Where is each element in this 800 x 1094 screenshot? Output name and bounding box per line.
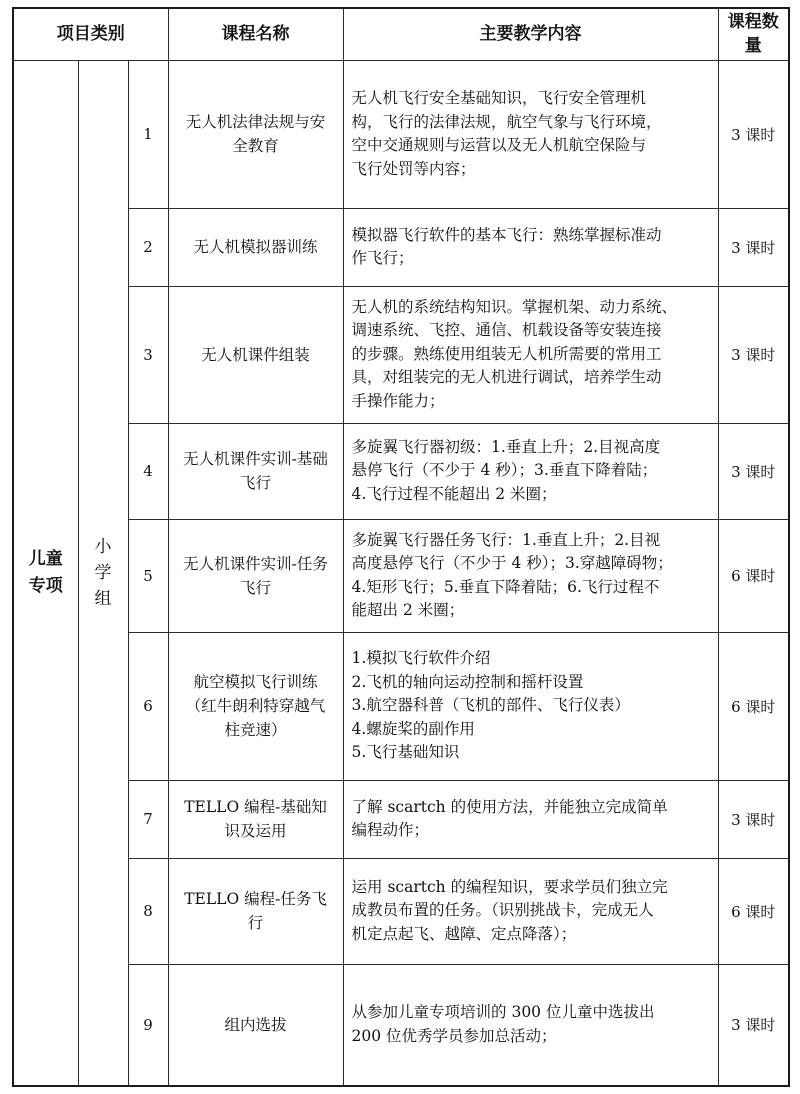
row-number: 4 <box>128 423 168 519</box>
content-line: 作飞行； <box>351 249 414 267</box>
content-line: 手操作能力； <box>351 391 445 410</box>
header-course-name: 课程名称 <box>168 8 343 60</box>
content-line: 机定点起飞、越障、定点降落）； <box>351 924 577 943</box>
content-line: 高度悬停飞行（不少于 4 秒）；3.穿越障碍物； <box>351 554 673 572</box>
subgroup-label-char: 组 <box>94 588 112 609</box>
subgroup-label-char: 小 <box>94 536 112 557</box>
row-number: 5 <box>128 519 168 632</box>
course-content <box>343 208 718 286</box>
category-cell <box>13 60 78 1086</box>
header-content: 主要教学内容 <box>343 8 718 60</box>
content-line: 无人机的系统结构知识。掌握机架、动力系统、 <box>351 297 678 316</box>
table-row <box>13 208 789 286</box>
content-line: 运用 scartch 的编程知识，要求学员们独立完 <box>351 877 668 896</box>
course-content <box>343 858 718 964</box>
content-line: 无人机飞行安全基础知识，飞行安全管理机 <box>351 89 647 107</box>
content-line: 空中交通规则与运营以及无人机航空保险与 <box>351 136 647 154</box>
row-number: 9 <box>128 964 168 1086</box>
header-row <box>13 8 789 60</box>
course-name: 无人机课件实训-基础飞行 <box>168 423 343 519</box>
course-count: 6 课时 <box>718 632 789 780</box>
course-content <box>343 286 718 423</box>
content-line: 4.飞行过程不能超出 2 米圈； <box>351 484 557 503</box>
row-number: 6 <box>128 632 168 780</box>
category-label: 儿童 <box>28 548 63 569</box>
content-line: 能超出 2 米圈； <box>351 601 465 619</box>
course-content <box>343 519 718 632</box>
header-count: 课程数量 <box>718 8 789 60</box>
course-count: 6 课时 <box>718 519 789 632</box>
table-row <box>13 519 789 632</box>
content-line: 4.矩形飞行；5.垂直下降着陆；6.飞行过程不 <box>351 577 660 596</box>
row-number: 8 <box>128 858 168 964</box>
table-row <box>13 60 789 208</box>
table-body <box>13 60 789 1086</box>
content-line: 飞行处罚等内容； <box>351 159 476 178</box>
course-name: 无人机课件实训-任务飞行 <box>168 519 343 632</box>
content-line: 200 位优秀学员参加总活动； <box>351 1026 557 1045</box>
course-count: 3 课时 <box>718 964 789 1086</box>
content-line: 5.飞行基础知识 <box>351 743 460 762</box>
curriculum-table <box>12 7 790 1087</box>
row-number: 1 <box>128 60 168 208</box>
content-line: 多旋翼飞行器任务飞行：1.垂直上升；2.目视 <box>351 530 661 549</box>
table-row <box>13 286 789 423</box>
course-count: 3 课时 <box>718 208 789 286</box>
content-line: 2.飞机的轴向运动控制和摇杆设置 <box>351 672 584 691</box>
content-line: 构，飞行的法律法规，航空气象与飞行环境， <box>351 112 662 131</box>
content-line: 了解 scartch 的使用方法，并能独立完成简单 <box>351 797 668 816</box>
course-name: TELLO 编程-基础知识及运用 <box>168 780 343 858</box>
course-count: 6 课时 <box>718 858 789 964</box>
content-line: 成教员布置的任务。（识别挑战卡，完成无人 <box>351 901 654 920</box>
table-row <box>13 964 789 1086</box>
content-line: 编程动作； <box>351 821 430 839</box>
course-content <box>343 964 718 1086</box>
content-line: 模拟器飞行软件的基本飞行：熟练掌握标准动 <box>351 225 662 244</box>
content-line: 1.模拟飞行软件介绍 <box>351 649 491 668</box>
content-line: 从参加儿童专项培训的 300 位儿童中选拔出 <box>351 1003 655 1022</box>
header-category: 项目类别 <box>13 8 168 60</box>
table-row <box>13 632 789 780</box>
course-name: 无人机模拟器训练 <box>168 208 343 286</box>
subgroup-cell <box>78 60 128 1086</box>
category-label: 专项 <box>28 575 63 596</box>
table-row <box>13 858 789 964</box>
content-line: 悬停飞行（不少于 4 秒）；3.垂直下降着陆； <box>351 461 658 480</box>
row-number: 3 <box>128 286 168 423</box>
course-count: 3 课时 <box>718 60 789 208</box>
content-line: 4.螺旋桨的副作用 <box>351 719 475 738</box>
subgroup-label-char: 学 <box>94 562 112 583</box>
course-count: 3 课时 <box>718 286 789 423</box>
content-line: 调速系统、飞控、通信、机载设备等安装连接 <box>351 321 662 340</box>
course-name: 无人机法律法规与安全教育 <box>168 60 343 208</box>
course-count: 3 课时 <box>718 423 789 519</box>
content-line: 多旋翼飞行器初级：1.垂直上升；2.目视高度 <box>351 437 661 456</box>
course-name: TELLO 编程-任务飞行 <box>168 858 343 964</box>
content-line: 3.航空器科普（飞机的部件、飞行仪表） <box>351 696 630 715</box>
course-name: 组内选拔 <box>168 964 343 1086</box>
table-row <box>13 423 789 519</box>
course-content <box>343 780 718 858</box>
content-line: 具，对组装完的无人机进行调试，培养学生动 <box>351 368 662 387</box>
course-content <box>343 632 718 780</box>
course-content <box>343 60 718 208</box>
course-count: 3 课时 <box>718 780 789 858</box>
row-number: 2 <box>128 208 168 286</box>
course-content <box>343 423 718 519</box>
table-row <box>13 780 789 858</box>
course-name: 无人机课件组装 <box>168 286 343 423</box>
content-line: 的步骤。熟练使用组装无人机所需要的常用工 <box>351 344 662 363</box>
row-number: 7 <box>128 780 168 858</box>
course-name: 航空模拟飞行训练（红牛朗利特穿越气柱竞速） <box>168 632 343 780</box>
